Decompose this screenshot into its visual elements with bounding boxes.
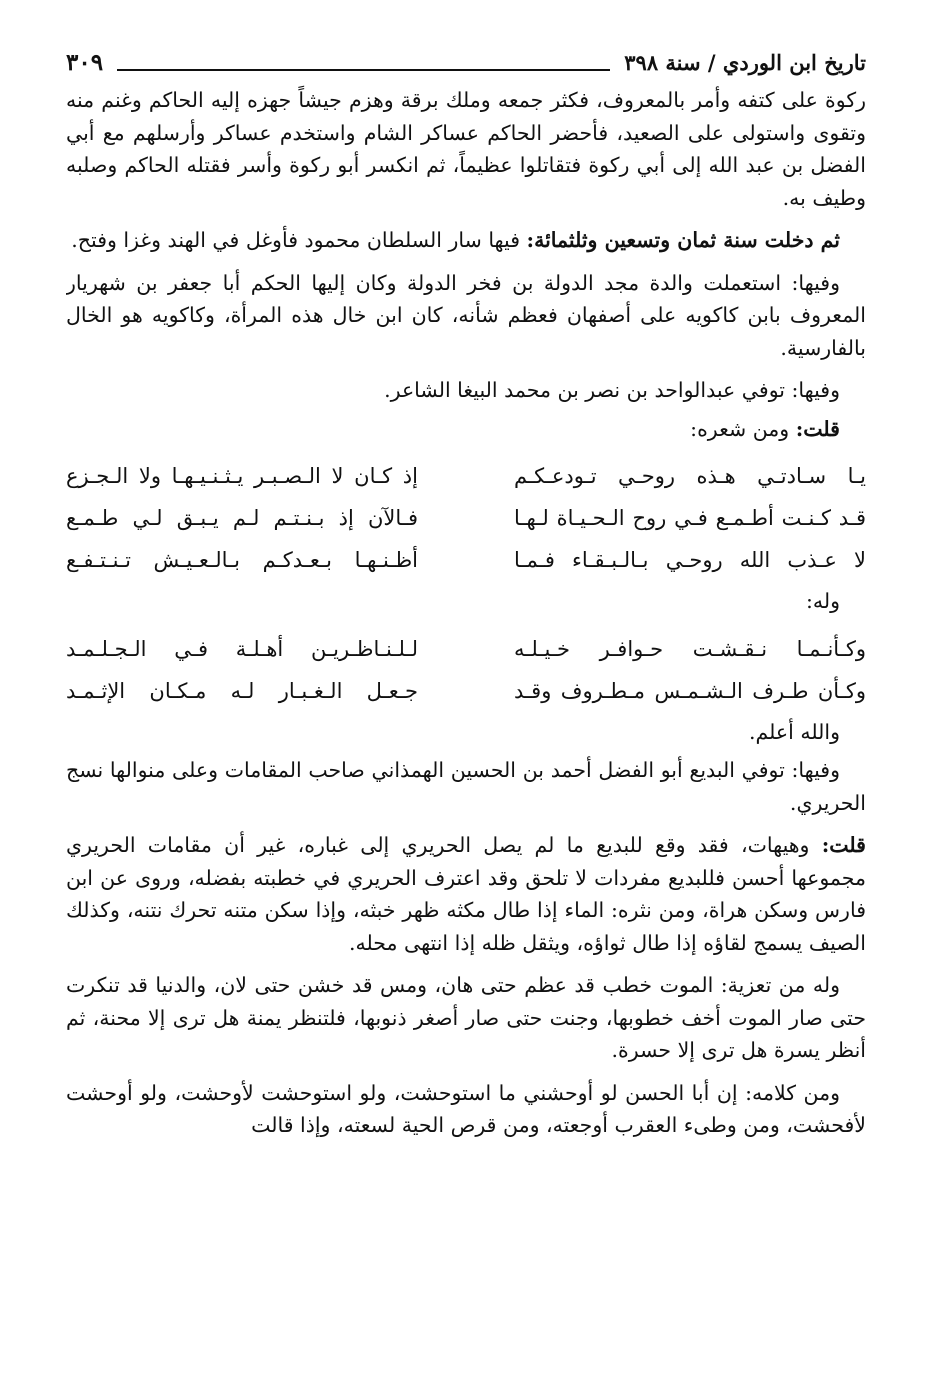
verse-line xyxy=(66,455,866,497)
paragraph-abu-rakwa: ركوة على كتفه وأمر بالمعروف، فكثر جمعه وملك برقة وهزم جيشاً جهزه إليه الحاكم وغنم منه وتقوى واستولى على الصعيد، فأحضر الحاكم عساكر الشام واستخدم عساكر وأرسلهم مع أبي الفضل بن عبد الله إلى أبي ركوة فتقاتلوا عظيماً، ثم انكسر أبو ركوة وأسر فقتله الحاكم وصلبه وطيف به. xyxy=(66,88,866,210)
verse-second-hemistich: جـعـل الـغـبـار لـه مـكـان الإثـمـد xyxy=(66,678,418,703)
qultu-label: قلت: xyxy=(795,416,840,441)
year-heading: ثم دخلت سنة ثمان وتسعين وثلثمائة: xyxy=(526,228,840,252)
book-page xyxy=(66,40,866,1360)
verse-first-hemistich: قـد كـنـت أطـمـع فـي روح الـحـيـاة لـهـا xyxy=(514,506,866,530)
verse-line xyxy=(66,539,866,581)
qultu-label: قلت: xyxy=(821,833,866,857)
header-rule xyxy=(117,69,610,71)
verse-line xyxy=(66,670,866,712)
page-number: ٣٠٩ xyxy=(66,48,104,76)
paragraph-ibn-kakawayh: وفيها: استعملت والدة مجد الدولة بن فخر الدولة وكان إليها الحكم أبا جعفر بن شهريار المعروف بابن كاكويه على أصفهان فعظم شأنه، كان ابن خال هذه المرأة، وكاكويه هو الخال بالفارسية. xyxy=(66,270,866,360)
poem-one xyxy=(66,455,866,581)
qultu-hariri-text: وهيهات، فقد وقع للبديع ما لم يصل الحريري إلى غباره، غير أن مقامات الحريري مجموعها أحسن فللبديع مفردات لا تلحق وقد اعترف الحريري في خطبته بفضله، وروى عن ابن فارس وسكن هراة، ومن نثره: الماء إذا طال مكثه ظهر خبثه، وإذا سكن متنه تحرك نتنه، وكذلك الصيف يسمج لقاؤه إذا طال ثواؤه، ويثقل ظله إذا انتهى محله. xyxy=(66,833,866,955)
verse-second-hemistich: لـلـنـاظـريـن أهـلـة فـي الـجـلـمـد xyxy=(66,636,418,661)
verse-first-hemistich: يـا سـادتـي هـذه روحـي تـودعـكـم xyxy=(514,464,866,488)
year-text: فيها سار السلطان محمود فأوغل في الهند وغزا وفتح. xyxy=(71,228,527,252)
paragraph-death-badi: وفيها: توفي البديع أبو الفضل أحمد بن الحسين الهمذاني صاحب المقامات وعلى منوالها نسج الحريري. xyxy=(66,758,866,815)
paragraph-sayings: ومن كلامه: إن أبا الحسن لو أوحشني ما استوحشت، ولو استوحشت لأوحشت، ولو أوحشت لأفحشت، ومن وطىء العقرب أوجعته، ومن قرص الحية لسعته، وإذا قالت xyxy=(66,1080,866,1137)
paragraph-qultu-poetry xyxy=(66,413,866,446)
paragraph-wa-lahu: وله: xyxy=(805,589,840,613)
paragraph-allahu-alam: والله أعلم. xyxy=(748,719,840,744)
verse-first-hemistich: وكـأنـمـا نـقـشـت حـوافـر خـيـلـه xyxy=(514,636,866,661)
poem-two xyxy=(66,628,866,712)
qultu-text: ومن شعره: xyxy=(690,416,796,441)
verse-second-hemistich: إذ كـان لا الـصـبـر يـثـنـيـهـا ولا الـجـزع xyxy=(66,464,418,488)
verse-first-hemistich: وكـأن طـرف الـشـمـس مـطـروف وقـد xyxy=(514,678,866,703)
paragraph-qultu-hariri xyxy=(66,829,866,959)
book-title-header: تاريخ ابن الوردي / سنة ٣٩٨ xyxy=(624,49,866,75)
paragraph-condolence: وله من تعزية: الموت خطب قد عظم حتى هان، ومس قد خشن حتى لان، والدنيا قد تنكرت حتى صار الموت أخف خطوبها، وجنت حتى صار أصغر ذنوبها، فلتنظر يمنة هل ترى إلا محنة، ثم أنظر يسرة هل ترى إلا حسرة. xyxy=(66,973,866,1062)
paragraph-death-albabbagha: وفيها: توفي عبدالواحد بن نصر بن محمد البيغا الشاعر. xyxy=(384,378,840,402)
verse-line xyxy=(66,628,866,670)
verse-second-hemistich: فـالآن إذ بـنـتـم لـم يـبـق لـي طـمـع xyxy=(66,506,418,530)
verse-line xyxy=(66,497,866,539)
running-head xyxy=(66,40,866,84)
verse-first-hemistich: لا عـذب الله روحـي بـالـبـقـاء فـمـا xyxy=(514,548,866,572)
paragraph-year-398 xyxy=(66,224,866,257)
verse-second-hemistich: أظـنـهـا بـعـدكـم بـالـعـيـش تـنـتـفـع xyxy=(66,548,418,572)
